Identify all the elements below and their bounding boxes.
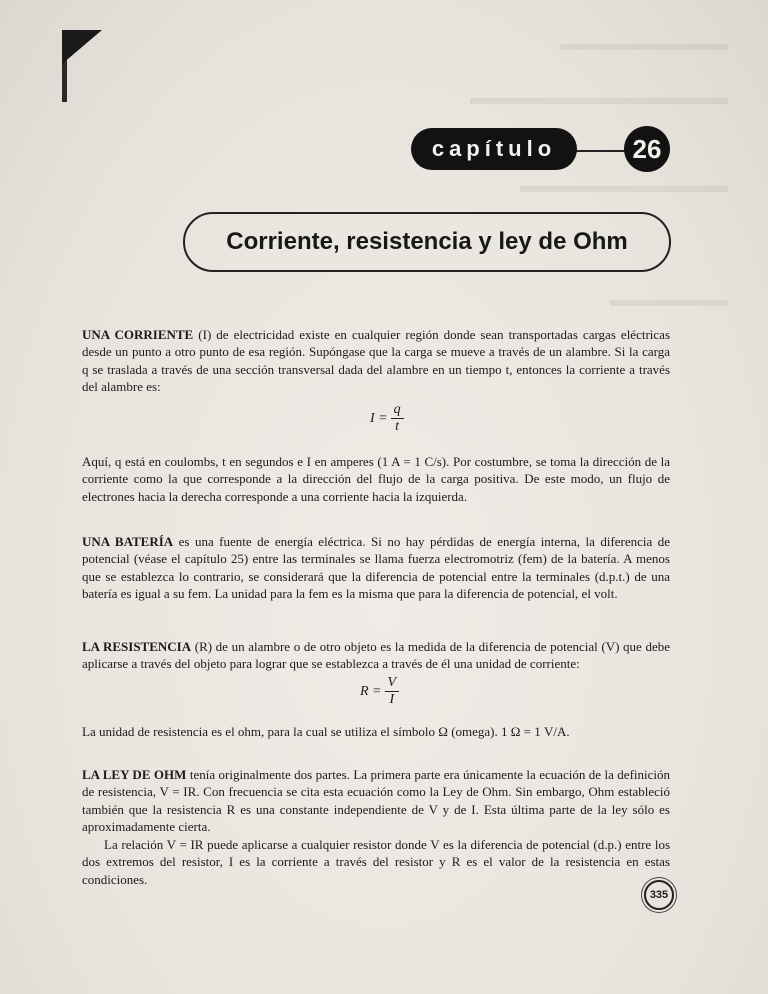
text-current: (I) de electricidad existe en cualquier región donde sean transportadas cargas eléctricas desde un punto a otro punto de esa región. Supóngase que la carga se mueve a través de un alambre. Si la carga q se traslada a través de una sección transversal dada del alambre en un tiempo t, entonces la corriente a través del alambre es: xyxy=(82,327,670,394)
paragraph-resistance xyxy=(82,638,670,673)
paragraph-current xyxy=(82,326,670,395)
text-battery: es una fuente de energía eléctrica. Si no hay pérdidas de energía interna, la diferencia de potencial (véase el capítulo 25) entre las terminales se llama fuerza electromotriz (fem) de la batería. A menos que se establezca lo contrario, se considerará que la diferencia de potencial entre la terminales (d.p.t.) de una batería es igual a su fem. La unidad para la fem es la misma que para la diferencia de potencial, el volt. xyxy=(82,534,671,601)
fraction-numerator: V xyxy=(385,675,400,692)
chapter-number: 26 xyxy=(624,126,670,172)
paragraph-resistance-after xyxy=(82,723,670,740)
fraction xyxy=(385,675,400,708)
bleed-through-line xyxy=(470,98,728,104)
text-ohm-law: tenía originalmente dos partes. La primera parte era únicamente la ecuación de la definición de resistencia, V = IR. Con frecuencia se cita esta ecuación como la Ley de Ohm. Sin embargo, Ohm estableció también que la resistencia R es una constante independiente de V y de I. Esta última parte de la ley sólo es aproximadamente cierta. xyxy=(82,767,671,834)
text-resistance: (R) de un alambre o de otro objeto es la medida de la diferencia de potencial (V) que debe aplicarse a través del objeto para lograr que se establezca a través de él una unidad de corriente: xyxy=(82,639,670,672)
text-resistance-after: La unidad de resistencia es el ohm, para la cual se utiliza el símbolo Ω (omega). 1 Ω = 1 V/A. xyxy=(82,724,570,739)
corner-mark xyxy=(62,30,102,64)
term-current: UNA CORRIENTE xyxy=(82,327,194,342)
term-ohm-law: LA LEY DE OHM xyxy=(82,767,187,782)
bleed-through-line xyxy=(610,300,728,306)
page-number: 335 xyxy=(644,880,674,910)
chapter-title-box xyxy=(183,212,671,272)
chapter-connector-line xyxy=(570,150,628,152)
term-resistance: LA RESISTENCIA xyxy=(82,639,192,654)
fraction-denominator: I xyxy=(389,692,395,707)
equation-lhs: I = xyxy=(370,410,388,426)
fraction xyxy=(391,402,404,435)
paragraph-battery xyxy=(82,533,670,602)
paragraph-current-after xyxy=(82,453,670,505)
fraction-numerator: q xyxy=(391,402,404,419)
text-ohm-law-2: La relación V = IR puede aplicarse a cualquier resistor donde V es la diferencia de potencial (d.p.) entre los dos extremos del resistor, I es la corriente a través del resistor y R es el valor de la resistencia en estas condiciones. xyxy=(82,837,670,887)
bleed-through-line xyxy=(560,44,728,50)
chapter-title: Corriente, resistencia y ley de Ohm xyxy=(226,228,628,255)
chapter-label xyxy=(411,128,577,170)
text-current-after: Aquí, q está en coulombs, t en segundos e I en amperes (1 A = 1 C/s). Por costumbre, se toma la dirección de la corriente como la que corresponde a la dirección del flujo de la carga positiva. De este modo, un flujo de electrones hacia la derecha corresponde a una corriente hacia la izquierda. xyxy=(82,454,670,504)
equation-resistance xyxy=(360,675,399,708)
term-battery: UNA BATERÍA xyxy=(82,534,174,549)
fraction-denominator: t xyxy=(395,419,400,434)
paragraph-ohm-law-2 xyxy=(82,836,670,888)
bleed-through-line xyxy=(520,186,728,192)
equation-lhs: R = xyxy=(360,683,382,699)
chapter-word: capítulo xyxy=(431,136,557,161)
paragraph-ohm-law xyxy=(82,766,670,835)
equation-current xyxy=(370,402,404,435)
